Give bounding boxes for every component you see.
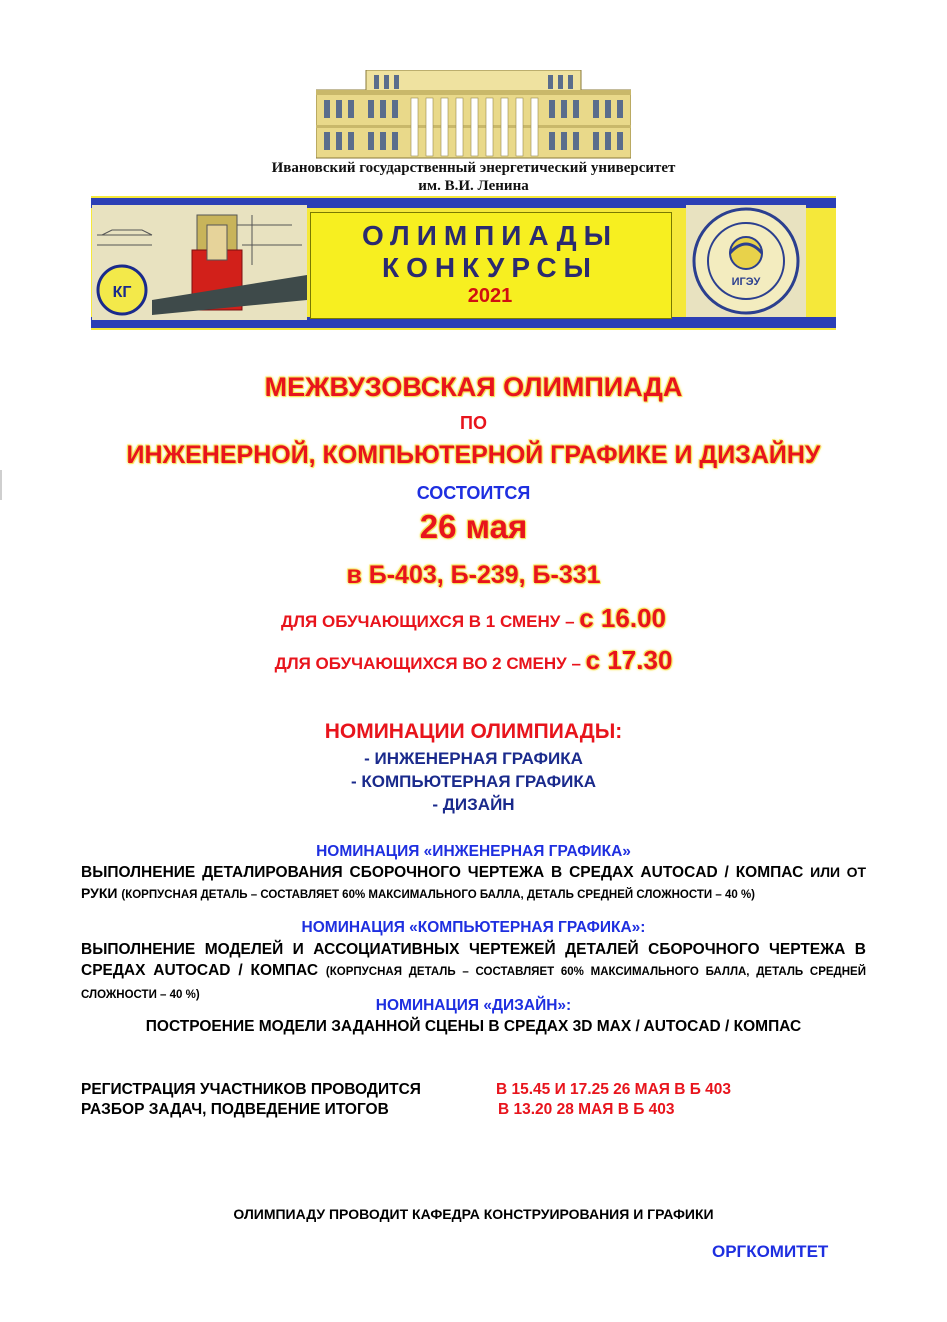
banner-line-olympiads: ОЛИМПИАДЫ — [361, 220, 619, 251]
university-seal-icon — [686, 205, 806, 317]
university-building-image — [316, 70, 631, 160]
event-rooms: в Б-403, Б-239, Б-331 — [346, 561, 601, 589]
section-engineering-heading: НОМИНАЦИЯ «ИНЖЕНЕРНАЯ ГРАФИКА» — [316, 843, 631, 860]
nomination-item: - ДИЗАЙН — [432, 795, 515, 814]
review-label: РАЗБОР ЗАДАЧ, ПОДВЕДЕНИЕ ИТОГОВ — [81, 1101, 389, 1118]
event-subject: ИНЖЕНЕРНОЙ, КОМПЬЮТЕРНОЙ ГРАФИКЕ И ДИЗАЙНУ — [126, 441, 821, 469]
nominations-heading: НОМИНАЦИИ ОЛИМПИАДЫ: — [324, 720, 623, 743]
section-computer-heading: НОМИНАЦИЯ «КОМПЬЮТЕРНАЯ ГРАФИКА»: — [301, 919, 646, 936]
section-engineering-text — [81, 862, 866, 906]
event-title: МЕЖВУЗОВСКАЯ ОЛИМПИАДА — [264, 372, 683, 402]
university-name: Ивановский государственный энергетический университет — [271, 160, 676, 176]
section-engineering-main: ВЫПОЛНЕНИЕ ДЕТАЛИРОВАНИЯ СБОРОЧНОГО ЧЕРТЕЖА В СРЕДАХ AUTOCAD / КОМПАС — [81, 864, 811, 881]
shift1-time: с 16.00 — [579, 603, 666, 633]
registration-value: В 15.45 И 17.25 26 МАЯ В Б 403 — [496, 1081, 732, 1098]
organizer-note: ОЛИМПИАДУ ПРОВОДИТ КАФЕДРА КОНСТРУИРОВАНИЯ И ГРАФИКИ — [233, 1206, 714, 1222]
review-value: В 13.20 28 МАЯ В Б 403 — [498, 1101, 675, 1118]
section-engineering-scoring: (КОРПУСНАЯ ДЕТАЛЬ – СОСТАВЛЯЕТ 60% МАКСИМАЛЬНОГО БАЛЛА, ДЕТАЛЬ СРЕДНЕЙ СЛОЖНОСТИ – 40 %) — [121, 889, 756, 901]
event-title-connector: ПО — [460, 413, 487, 433]
shift2-time: с 17.30 — [585, 645, 673, 675]
section-engineering-freehand: ИЛИ ОТ РУКИ — [81, 864, 867, 901]
section-computer-text — [81, 939, 866, 1006]
seal-text: ИГЭУ — [731, 276, 761, 288]
event-date: 26 мая — [419, 508, 528, 545]
shift2-line — [0, 645, 947, 676]
department-logo-text: КГ — [112, 284, 132, 301]
nomination-item: - КОМПЬЮТЕРНАЯ ГРАФИКА — [351, 772, 596, 791]
banner-line-contests: КОНКУРСЫ — [382, 252, 598, 283]
section-computer-scoring: (КОРПУСНАЯ ДЕТАЛЬ – СОСТАВЛЯЕТ 60% МАКСИМАЛЬНОГО БАЛЛА, ДЕТАЛЬ СРЕДНЕЙ СЛОЖНОСТИ – 40 %) — [81, 966, 866, 1001]
shift1-line — [0, 603, 947, 634]
engineering-drawing-image — [92, 205, 307, 320]
registration-label: РЕГИСТРАЦИЯ УЧАСТНИКОВ ПРОВОДИТСЯ — [81, 1081, 421, 1098]
nomination-item: - ИНЖЕНЕРНАЯ ГРАФИКА — [364, 749, 583, 768]
shift1-label: ДЛЯ ОБУЧАЮЩИХСЯ В 1 СМЕНУ – — [280, 612, 580, 631]
section-design-heading: НОМИНАЦИЯ «ДИЗАЙН»: — [375, 997, 572, 1014]
event-will-take-place: СОСТОИТСЯ — [416, 483, 531, 503]
shift2-label: ДЛЯ ОБУЧАЮЩИХСЯ ВО 2 СМЕНУ – — [274, 654, 586, 673]
university-honorific: им. В.И. Ленина — [418, 178, 529, 194]
section-computer-main: ВЫПОЛНЕНИЕ МОДЕЛЕЙ И АССОЦИАТИВНЫХ ЧЕРТЕЖЕЙ ДЕТАЛЕЙ СБОРОЧНОГО ЧЕРТЕЖА В СРЕДАХ AUTOCAD / КОМПАС — [81, 941, 866, 979]
section-design-text: ПОСТРОЕНИЕ МОДЕЛИ ЗАДАННОЙ СЦЕНЫ В СРЕДАХ 3D MAX / AUTOCAD / КОМПАС — [145, 1018, 802, 1035]
organizing-committee: ОРГКОМИТЕТ — [712, 1242, 829, 1261]
banner-year: 2021 — [467, 285, 513, 307]
